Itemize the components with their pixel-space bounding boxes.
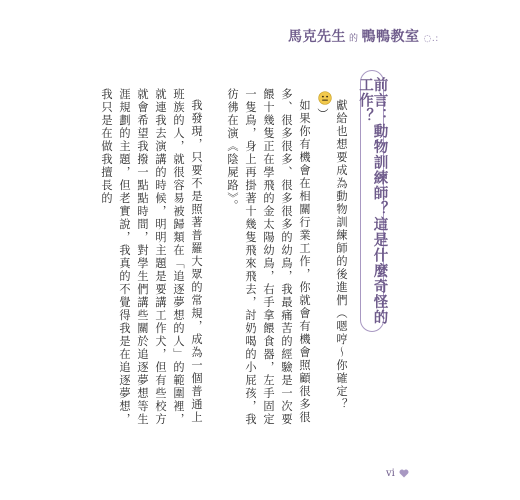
book-title-part1: 馬克先生 [288,29,346,45]
body-paragraph-1: 如果你有機會在相關行業工作，你就會有機會照顧很多很多、很多很多、很多很多的幼鳥，我最痛苦的經驗是一次要餵十幾隻正在學飛的金太陽幼鳥，右手拿餵食器，左手固定一隻鳥，身上再掛著十幾隻飛來飛去，討奶喝的小屁孩，我彷彿在演《陰屍路》。 [226,88,311,426]
neutral-face-emoji-icon [318,91,332,105]
page-number-text: vi [386,468,395,479]
body-paragraph-2: 我發現，只要不是照著普羅大眾的常規，成為一個普通上班族的人，就很容易被歸類在「追逐夢想的人」的範圍裡，就連我去演講的時候，明明主題是要講工作犬，但有些校方就會希望我撥一點點時間，對學生們講些關於追逐夢想等生涯規劃的主題，但老實說，我真的不覺得我是在追逐夢想，我只是在做我擅長的 [100,88,203,426]
book-title-connector: 的 [349,34,359,44]
heart-icon [399,469,409,478]
dedication-close-paren: ） [316,108,329,121]
book-title-part2: 鴨鴨教室 [361,29,420,45]
body-text [79,88,350,428]
page-number [386,468,409,479]
book-title-header [288,26,439,46]
chapter-title: 前言：動物訓練師？這是什麼奇怪的工作？ [360,70,384,332]
dedication-paragraph [313,88,350,428]
book-title-decoration: ◌.: [423,34,439,44]
dedication-text: 獻給也想要成為動物訓練師的後進們（嗯哼～你確定？ [335,99,348,412]
